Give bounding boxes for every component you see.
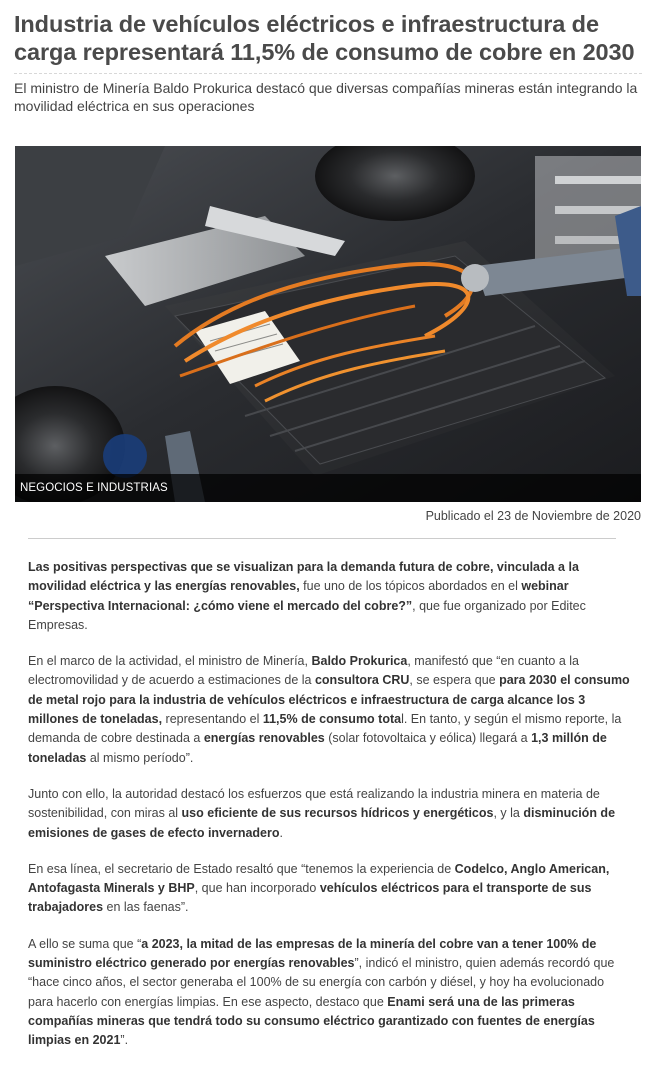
paragraph-5	[28, 935, 630, 1051]
category-overlay	[15, 474, 641, 502]
text: .	[279, 825, 283, 840]
text: , se espera que	[409, 673, 500, 688]
bold-text: Baldo Prokurica	[311, 654, 408, 669]
text: ”, indicó el ministro, quien además recordó que “hace cinco años, el sector generaba el 100% de su energía con carbón y diésel, y hoy ha evolucionado para hacerlo con energías limpias. En ese aspecto, destaco que	[28, 956, 615, 1009]
category-link[interactable]: NEGOCIOS E INDUSTRIAS	[20, 482, 168, 494]
text: l. En tanto, y según el mismo reporte, la demanda de cobre destinada a	[28, 712, 622, 746]
text: A ello se suma que “	[28, 936, 142, 951]
bold-text: webinar “Perspectiva Internacional: ¿cómo viene el mercado del cobre?”	[28, 579, 569, 613]
paragraph-2	[28, 652, 630, 768]
text: representando el	[162, 712, 263, 727]
text: , que fue organizado por Editec Empresas.	[28, 598, 586, 632]
hero-image	[15, 146, 641, 502]
text: fue uno de los tópicos abordados en el	[299, 579, 522, 594]
bold-text: uso eficiente de sus recursos hídricos y energéticos	[181, 806, 494, 821]
text: Junto con ello, la autoridad destacó los esfuerzos que está realizando la industria minera en materia de sostenibilidad, con miras al	[28, 786, 600, 821]
bold-text: Codelco, Anglo American, Antofagasta Minerals y BHP	[28, 861, 610, 896]
text: ”.	[120, 1033, 129, 1048]
text: , que han incorporado	[194, 881, 320, 896]
bold-text: para 2030 el consumo de metal rojo para la industria de vehículos eléctricos e infraestructura de carga alcance los 3 millones de toneladas,	[28, 673, 630, 727]
publish-date: Publicado el 23 de Noviembre de 2020	[425, 509, 641, 523]
text: (solar fotovoltaica y eólica) llegará a	[324, 731, 532, 746]
bold-text: Enami será una de las primeras compañías mineras que tendrá todo su consumo eléctrico garantizado con fuentes de energías limpias en 2021	[28, 994, 595, 1048]
bold-text: energías renovables	[203, 731, 325, 746]
article-subtitle: El ministro de Minería Baldo Prokurica destacó que diversas compañías mineras están integrando la movilidad eléctrica en sus operaciones	[14, 80, 638, 114]
article-body	[28, 558, 630, 1068]
bold-text: consultora CRU	[314, 673, 410, 688]
bold-text: Las positivas perspectivas que se visualizan para la demanda futura de cobre, vinculada a la movilidad eléctrica y las energías renovables,	[28, 560, 579, 594]
bold-text: 11,5% de consumo tota	[262, 712, 402, 727]
text: en las faenas”.	[103, 900, 189, 915]
meta-divider	[28, 538, 616, 539]
bold-text: disminución de emisiones de gases de efecto invernadero	[28, 806, 616, 840]
text: al mismo período”.	[86, 750, 194, 765]
title-divider	[14, 73, 642, 74]
text: En esa línea, el secretario de Estado resaltó que “tenemos la experiencia de	[28, 861, 455, 876]
paragraph-1	[28, 558, 630, 635]
paragraph-3	[28, 785, 630, 843]
bold-text: 1,3 millón de toneladas	[28, 731, 607, 765]
text: , manifestó que “en cuanto a la electromovilidad y de acuerdo a estimaciones de la	[28, 654, 579, 688]
electric-vehicle-battery-photo	[15, 146, 641, 502]
article-title: Industria de vehículos eléctricos e infraestructura de carga representará 11,5% de consumo de cobre en 2030	[14, 11, 635, 65]
bold-text: a 2023, la mitad de las empresas de la minería del cobre van a tener 100% de suministro eléctrico generado por energías renovables	[28, 936, 597, 971]
bold-text: vehículos eléctricos para el transporte de sus trabajadores	[28, 881, 592, 915]
text: , y la	[493, 806, 524, 821]
text: En el marco de la actividad, el ministro de Minería,	[28, 654, 312, 669]
paragraph-4	[28, 860, 630, 918]
